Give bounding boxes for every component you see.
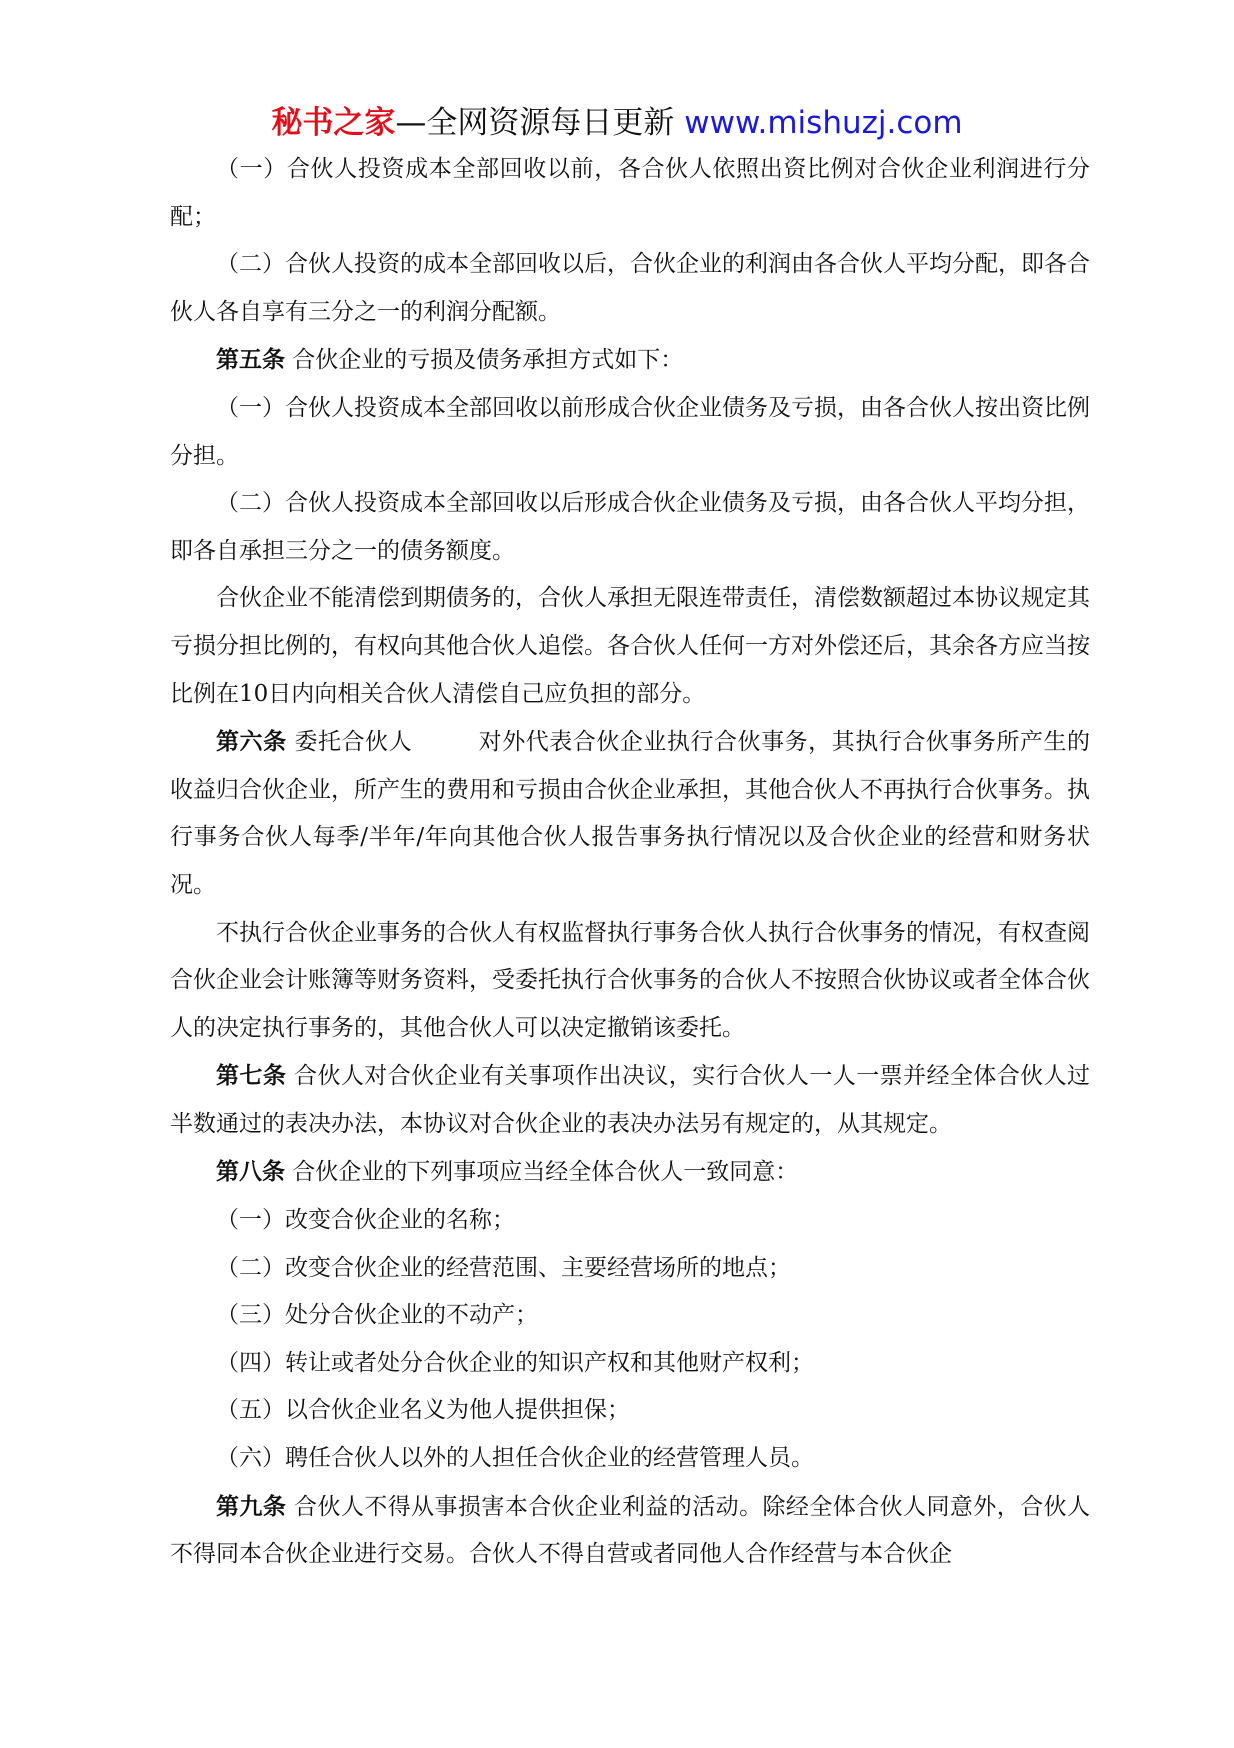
article-number: 第七条 <box>216 1062 287 1090</box>
article-number: 第九条 <box>216 1492 287 1520</box>
list-item <box>170 1245 1090 1293</box>
paragraph-article-9 <box>170 1483 1090 1579</box>
site-header <box>0 103 1234 143</box>
paragraph-article-7 <box>170 1052 1090 1148</box>
paragraph-text: （二）合伙人投资的成本全部回收以后，合伙企业的利润由各合伙人平均分配，即各合伙人各自享有三分之一的利润分配额。 <box>170 251 1090 325</box>
paragraph-joint-liability <box>170 575 1090 718</box>
list-item <box>170 1292 1090 1340</box>
list-item <box>170 1197 1090 1245</box>
paragraph-text: （一）合伙人投资成本全部回收以前形成合伙企业债务及亏损，由各合伙人按出资比例分担。 <box>170 394 1090 469</box>
site-tagline: —全网资源每日更新 <box>395 105 685 141</box>
paragraph-text: 合伙人不得从事损害本合伙企业利益的活动。除经全体合伙人同意外，合伙人不得同本合伙企业进行交易。合伙人不得自营或者同他人合作经营与本合伙企 <box>170 1493 1091 1568</box>
paragraph-clause-5-item-1 <box>170 385 1090 480</box>
paragraph-text: （二）改变合伙企业的经营范围、主要经营场所的地点； <box>216 1254 791 1281</box>
paragraph-text: 合伙人对合伙企业有关事项作出决议，实行合伙人一人一票并经全体合伙人过半数通过的表决办法，本协议对合伙企业的表决办法另有规定的，从其规定。 <box>170 1063 1091 1137</box>
article-number: 第八条 <box>216 1158 285 1186</box>
paragraph-clause-4-item-2 <box>170 241 1090 336</box>
paragraph-text: 合伙企业不能清偿到期债务的，合伙人承担无限连带责任，清偿数额超过本协议规定其亏损分担比例的，有权向其他合伙人追偿。各合伙人任何一方对外偿还后，其余各方应当按比例在10日内向相关合伙人清偿自己应负担的部分。 <box>170 585 1090 707</box>
paragraph-article-6 <box>170 718 1090 909</box>
paragraph-text: （二）合伙人投资成本全部回收以后形成合伙企业债务及亏损，由各合伙人平均分担，即各自承担三分之一的债务额度。 <box>170 490 1090 564</box>
paragraph-article-8 <box>170 1148 1090 1197</box>
paragraph-text: （六）聘任合伙人以外的人担任合伙企业的经营管理人员。 <box>216 1445 814 1472</box>
article-number: 第五条 <box>216 346 285 374</box>
paragraph-text: 合伙企业的亏损及债务承担方式如下： <box>285 347 684 374</box>
document-body <box>170 146 1090 1579</box>
site-url-link[interactable]: www.mishuzj.com <box>684 105 963 141</box>
list-item <box>170 1435 1090 1483</box>
paragraph-text: （一）合伙人投资成本全部回收以前，各合伙人依照出资比例对合伙企业利润进行分配； <box>170 156 1090 230</box>
paragraph-text: 委托合伙人 <box>286 729 413 756</box>
paragraph-article-5 <box>170 336 1090 385</box>
site-brand: 秘书之家 <box>271 105 396 141</box>
paragraph-text: （五）以合伙企业名义为他人提供担保； <box>216 1397 630 1424</box>
paragraph-text-continued: 对外代表合伙企业执行合伙事务，其执行合伙事务所产生的收益归合伙企业，所产生的费用和亏损由合伙企业承担，其他合伙人不再执行合伙事务。执行事务合伙人每季/半年/年向其他合伙人报告事务执行情况以及合伙企业的经营和财务状况。 <box>170 729 1091 898</box>
paragraph-text: （四）转让或者处分合伙企业的知识产权和其他财产权利； <box>216 1349 814 1376</box>
article-number: 第六条 <box>216 728 287 756</box>
paragraph-clause-4-item-1 <box>170 146 1090 241</box>
paragraph-text: （三）处分合伙企业的不动产； <box>216 1302 538 1329</box>
list-item <box>170 1387 1090 1435</box>
paragraph-supervision <box>170 910 1090 1053</box>
paragraph-clause-5-item-2 <box>170 480 1090 575</box>
paragraph-text: 合伙企业的下列事项应当经全体合伙人一致同意： <box>285 1159 799 1186</box>
paragraph-text: 不执行合伙企业事务的合伙人有权监督执行事务合伙人执行合伙事务的情况，有权查阅合伙企业会计账簿等财务资料，受委托执行合伙事务的合伙人不按照合伙协议或者全体合伙人的决定执行事务的，其他合伙人可以决定撤销该委托。 <box>170 919 1090 1041</box>
list-item <box>170 1340 1090 1388</box>
paragraph-text: （一）改变合伙企业的名称； <box>216 1207 515 1234</box>
